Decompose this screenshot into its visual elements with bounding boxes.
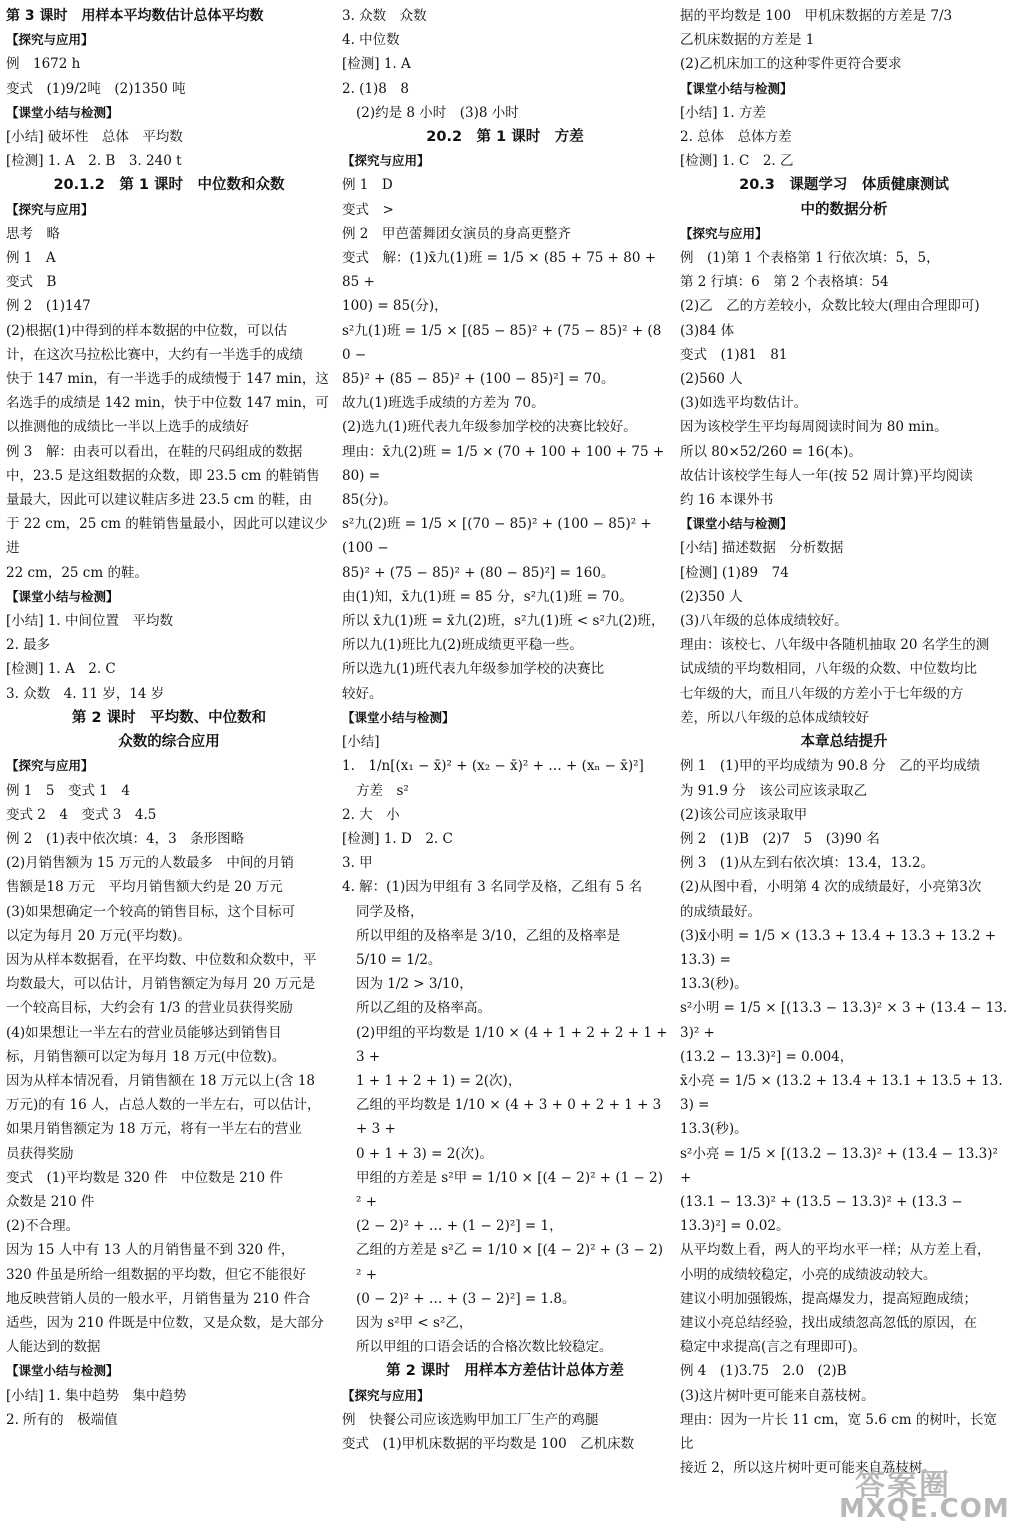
answer-line: 理由：该校七、八年级中各随机抽取 20 名学生的测 xyxy=(680,637,990,654)
answer-line: 如果月销售额定为 18 万元，将有一半左右的营业 xyxy=(6,1121,302,1138)
section-heading: 众数的综合应用 xyxy=(118,734,220,751)
answer-line: 地反映营销人员的一般水平，月销售量为 210 件合 xyxy=(6,1290,311,1307)
answer-line: [检测] 1. D 2. C xyxy=(342,830,453,847)
answer-line: 1. 1/n[(x₁ − x̄)² + (x₂ − x̄)² + … + (xₙ − x̄)²] xyxy=(342,758,644,775)
answer-line: 因为 1/2 > 3/10， xyxy=(356,976,473,993)
watermark-logo xyxy=(825,1460,1010,1530)
answer-line: 因为 s²甲 < s²乙， xyxy=(356,1314,473,1331)
answer-line: 例 2 (1)147 xyxy=(6,298,91,315)
answer-line: (2)月销售额为 15 万元的人数最多 中间的月销 xyxy=(6,855,294,872)
answer-line: 85)² + (85 − 85)² + (100 − 85)²] = 70。 xyxy=(342,371,615,388)
answer-line: 所以甲组的及格率是 3/10，乙组的及格率是 xyxy=(356,927,621,944)
answer-line: (3)这片树叶更可能来自荔枝树。 xyxy=(680,1387,875,1404)
answer-line: [检测] 1. A 2. B 3. 240 t xyxy=(6,153,182,170)
answer-line: 员获得奖励 xyxy=(6,1145,74,1162)
answer-line: (4)如果想让一半左右的营业员能够达到销售目 xyxy=(6,1024,282,1041)
answer-line: 接近 2，所以这片树叶更可能来自荔枝树。 xyxy=(680,1460,936,1477)
answer-line: 变式 解：(1)x̄九(1)班 = 1/5 × (85 + 75 + 80 + 85 + xyxy=(342,250,661,291)
answer-line: 例 快餐公司应该选购甲加工厂生产的鸡腿 xyxy=(342,1411,599,1428)
answer-line: 甲组的方差是 s²甲 = 1/10 × [(4 − 2)² + (1 − 2)² + xyxy=(356,1169,664,1210)
subsection-label: 【探究与应用】 xyxy=(342,1387,430,1403)
answer-line: 例 4 (1)3.75 2.0 (2)B xyxy=(680,1363,847,1380)
answer-line: 变式 > xyxy=(342,201,394,218)
answer-line: [检测] (1)89 74 xyxy=(680,564,789,581)
answer-line: 因为从样本数据看，在平均数、中位数和众数中，平 xyxy=(6,951,317,968)
answer-line: (2)甲组的平均数是 1/10 × (4 + 1 + 2 + 2 + 1 + 3 + xyxy=(356,1024,672,1065)
answer-line: (2)根据(1)中得到的样本数据的中位数，可以估 xyxy=(6,322,288,339)
subsection-label: 【课堂小结与检测】 xyxy=(680,80,793,96)
answer-line: (0 − 2)² + … + (3 − 2)²] = 1.8。 xyxy=(356,1290,576,1307)
answer-line: 理由：因为一片长 11 cm，宽 5.6 cm 的树叶，长宽比 xyxy=(680,1411,997,1452)
answer-line: 以推测他的成绩比一半以上选手的成绩好 xyxy=(6,419,249,436)
answer-line: 因为 15 人中有 13 人的月销售量不到 320 件， xyxy=(6,1242,295,1259)
answer-line: 例 1672 h xyxy=(6,56,81,73)
answer-line: s²九(1)班 = 1/5 × [(85 − 85)² + (75 − 85)² + (80 − xyxy=(342,322,662,363)
answer-line: 的成绩最好。 xyxy=(680,903,761,920)
answer-line: 较好。 xyxy=(342,685,383,702)
answer-line: 因为该校学生平均每周阅读时间为 80 min。 xyxy=(680,419,948,436)
answer-column-1 xyxy=(6,4,332,1432)
answer-line: 2. (1)8 8 xyxy=(342,80,409,97)
answer-line: s²九(2)班 = 1/5 × [(70 − 85)² + (100 − 85)² + (100 − xyxy=(342,516,657,557)
answer-line: 一个较高目标，大约会有 1/3 的营业员获得奖励 xyxy=(6,1000,293,1017)
answer-line: 5/10 = 1/2。 xyxy=(356,951,442,968)
answer-line: 方差 s² xyxy=(356,782,409,799)
answer-line: (2)乙 乙的方差较小，众数比较大(理由合理即可) xyxy=(680,298,980,315)
answer-line: (2)乙机床加工的这种零件更符合要求 xyxy=(680,56,902,73)
answer-line: 差，所以八年级的总体成绩较好 xyxy=(680,709,869,726)
answer-line: (2 − 2)² + … + (1 − 2)²] = 1， xyxy=(356,1218,563,1235)
answer-line: 故九(1)班选手成绩的方差为 70。 xyxy=(342,395,545,412)
section-heading: 20.1.2 第 1 课时 中位数和众数 xyxy=(53,177,285,194)
answer-line: 0 + 1 + 3) = 2(次)。 xyxy=(356,1145,493,1162)
section-heading: 第 2 课时 平均数、中位数和 xyxy=(71,709,267,726)
answer-column-3 xyxy=(680,4,1008,1480)
answer-line: 例 1 D xyxy=(342,177,393,194)
answer-line: (13.1 − 13.3)² + (13.5 − 13.3)² + (13.3 − xyxy=(680,1193,963,1210)
answer-line: 变式 B xyxy=(6,274,57,291)
answer-line: 由(1)知，x̄九(1)班 = 85 分，s²九(1)班 = 70。 xyxy=(342,588,633,605)
answer-line: (13.2 − 13.3)²] = 0.004， xyxy=(680,1048,854,1065)
answer-line: 小明的成绩较稳定，小亮的成绩波动较大。 xyxy=(680,1266,937,1283)
section-heading: 第 3 课时 用样本平均数估计总体平均数 xyxy=(6,8,264,24)
answer-line: 85)² + (75 − 85)² + (80 − 85)²] = 160。 xyxy=(342,564,615,581)
answer-line: s²小亮 = 1/5 × [(13.2 − 13.3)² + (13.4 − 13.3)² + xyxy=(680,1145,1003,1186)
answer-line: 中，23.5 是这组数据的众数，即 23.5 cm 的鞋销售 xyxy=(6,467,320,484)
answer-line: 思考 略 xyxy=(6,225,60,242)
subsection-label: 【课堂小结与检测】 xyxy=(6,588,119,604)
answer-line: 例 1 5 变式 1 4 xyxy=(6,782,130,799)
answer-line: 所以甲组的口语会话的合格次数比较稳定。 xyxy=(356,1339,613,1356)
answer-line: 乙组的方差是 s²乙 = 1/10 × [(4 − 2)² + (3 − 2)² + xyxy=(356,1242,664,1283)
answer-line: 3. 众数 众数 xyxy=(342,8,427,24)
answer-line: 22 cm，25 cm 的鞋。 xyxy=(6,564,148,581)
answer-line: 变式 (1)甲机床数据的平均数是 100 乙机床数 xyxy=(342,1435,635,1452)
answer-line: (2)选九(1)班代表九年级参加学校的决赛比较好。 xyxy=(342,419,637,436)
answer-line: 所以乙组的及格率高。 xyxy=(356,1000,491,1017)
answer-line: 320 件虽是所给一组数据的平均数，但它不能很好 xyxy=(6,1266,307,1283)
answer-line: 所以选九(1)班代表九年级参加学校的决赛比 xyxy=(342,661,605,678)
subsection-label: 【课堂小结与检测】 xyxy=(342,709,455,725)
answer-line: 所以 80×52/260 = 16(本)。 xyxy=(680,443,862,460)
answer-line: 量最大，因此可以建议鞋店多进 23.5 cm 的鞋，由 xyxy=(6,492,313,509)
answer-line: [小结] 1. 集中趋势 集中趋势 xyxy=(6,1387,187,1404)
answer-line: [检测] 1. A xyxy=(342,56,411,73)
answer-line: 变式 (1)平均数是 320 件 中位数是 210 件 xyxy=(6,1169,283,1186)
answer-line: (2)该公司应该录取甲 xyxy=(680,806,808,823)
answer-line: 例 1 (1)甲的平均成绩为 90.8 分 乙的平均成绩 xyxy=(680,758,981,775)
answer-line: 同学及格， xyxy=(356,903,424,920)
answer-line: 据的平均数是 100 甲机床数据的方差是 7/3 xyxy=(680,8,953,24)
answer-line: 13.3(秒)。 xyxy=(680,976,748,993)
section-heading: 20.3 课题学习 体质健康测试 xyxy=(739,177,949,194)
answer-line: 从平均数上看，两人的平均水平一样；从方差上看， xyxy=(680,1242,991,1259)
answer-line: 3. 甲 xyxy=(342,855,373,872)
answer-line: 适些，因为 210 件既是中位数，又是众数，是大部分 xyxy=(6,1314,324,1331)
answer-line: 例 2 (1)表中依次填：4，3 条形图略 xyxy=(6,830,245,847)
answer-line: 例 2 (1)B (2)7 5 (3)90 名 xyxy=(680,830,880,847)
answer-line: 100) = 85(分)， xyxy=(342,298,448,315)
answer-line: 所以九(1)班比九(2)班成绩更平稳一些。 xyxy=(342,637,583,654)
watermark-text: 答案圈 xyxy=(855,1468,951,1503)
watermark-domain: MXQE.COM xyxy=(839,1494,1010,1524)
answer-line: x̄小亮 = 1/5 × (13.2 + 13.4 + 13.1 + 13.5 + 13.3) = xyxy=(680,1072,1003,1114)
answer-line: 稳定中求提高(言之有理即可)。 xyxy=(680,1339,867,1356)
answer-line: (2)不合理。 xyxy=(6,1218,80,1235)
answer-line: 售额是18 万元 平均月销售额大约是 20 万元 xyxy=(6,879,283,896)
answer-line: s²小明 = 1/5 × [(13.3 − 13.3)² × 3 + (13.4 − 13.3)² + xyxy=(680,1000,1008,1041)
answer-line: 例 2 甲芭蕾舞团女演员的身高更整齐 xyxy=(342,225,571,242)
answer-line: 3. 众数 4. 11 岁，14 岁 xyxy=(6,685,165,702)
answer-line: (2)560 人 xyxy=(680,371,743,388)
answer-line: (3)如果想确定一个较高的销售目标，这个目标可 xyxy=(6,903,296,920)
answer-line: 理由：x̄九(2)班 = 1/5 × (70 + 100 + 100 + 75 + 80) = xyxy=(342,443,669,484)
answer-line: 快于 147 min，有一半选手的成绩慢于 147 min，这 xyxy=(6,371,329,388)
answer-line: 4. 解：(1)因为甲组有 3 名同学及格，乙组有 5 名 xyxy=(342,879,643,896)
answer-line: 均数最大，可以估计，月销售额定为每月 20 万元是 xyxy=(6,976,316,993)
answer-line: 变式 (1)9/2吨 (2)1350 吨 xyxy=(6,80,186,97)
answer-line: 85(分)。 xyxy=(342,492,397,509)
answer-line: (2)350 人 xyxy=(680,588,743,605)
subsection-label: 【探究与应用】 xyxy=(6,758,94,774)
section-heading: 第 2 课时 用样本方差估计总体方差 xyxy=(386,1363,624,1380)
answer-line: 变式 2 4 变式 3 4.5 xyxy=(6,806,157,823)
answer-line: 众数是 210 件 xyxy=(6,1193,95,1210)
answer-line: 13.3)²] = 0.02。 xyxy=(680,1218,790,1235)
answer-line: 变式 (1)81 81 xyxy=(680,346,788,363)
answer-line: 万元)的有 16 人，占总人数的一半左右，可以估计， xyxy=(6,1097,321,1114)
answer-line: 例 1 A xyxy=(6,250,56,267)
subsection-label: 【课堂小结与检测】 xyxy=(680,516,793,532)
answer-line: 例 3 (1)从左到右依次填：13.4，13.2。 xyxy=(680,855,935,872)
answer-line: [检测] 1. A 2. C xyxy=(6,661,116,678)
answer-line: 2. 总体 总体方差 xyxy=(680,129,792,146)
answer-line: 为 91.9 分 该公司应该录取乙 xyxy=(680,782,868,799)
subsection-label: 【课堂小结与检测】 xyxy=(6,104,119,120)
answer-line: [小结] 1. 方差 xyxy=(680,104,766,121)
answer-line: 计，在这次马拉松比赛中，大约有一半选手的成绩 xyxy=(6,346,303,363)
answer-line: 建议小明加强锻炼，提高爆发力，提高短跑成绩； xyxy=(680,1290,977,1307)
answer-line: 约 16 本课外书 xyxy=(680,492,774,509)
answer-line: (3)八年级的总体成绩较好。 xyxy=(680,613,848,630)
answer-line: 标，月销售额可以定为每月 18 万元(中位数)。 xyxy=(6,1048,286,1065)
answer-line: (2)约是 8 小时 (3)8 小时 xyxy=(356,104,519,121)
answer-line: [小结] xyxy=(342,734,380,751)
section-heading: 中的数据分析 xyxy=(800,201,888,218)
answer-line: 乙组的平均数是 1/10 × (4 + 3 + 0 + 2 + 1 + 3 + 3 + xyxy=(356,1097,666,1138)
answer-line: 七年级的大，而且八年级的方差小于七年级的方 xyxy=(680,685,964,702)
answer-line: [小结] 破坏性 总体 平均数 xyxy=(6,129,183,146)
answer-line: 1 + 1 + 2 + 1) = 2(次)， xyxy=(356,1072,522,1089)
answer-line: 所以 x̄九(1)班 = x̄九(2)班，s²九(1)班 < s²九(2)班， xyxy=(342,613,665,630)
subsection-label: 【探究与应用】 xyxy=(6,32,94,48)
section-heading: 20.2 第 1 课时 方差 xyxy=(426,129,584,146)
section-heading: 本章总结提升 xyxy=(800,734,888,751)
answer-line: 4. 中位数 xyxy=(342,32,400,49)
subsection-label: 【探究与应用】 xyxy=(680,225,768,241)
answer-line: 2. 大 小 xyxy=(342,806,400,823)
answer-line: 故估计该校学生每人一年(按 52 周计算)平均阅读 xyxy=(680,467,973,484)
answer-line: 因为从样本情况看，月销售额在 18 万元以上(含 18 xyxy=(6,1072,315,1089)
answer-line: (3)x̄小明 = 1/5 × (13.3 + 13.4 + 13.3 + 13.2 + 13.3) = xyxy=(680,927,1001,968)
answer-line: [小结] 1. 中间位置 平均数 xyxy=(6,613,173,630)
answer-line: (3)如选平均数估计。 xyxy=(680,395,808,412)
answer-line: 例 3 解：由表可以看出，在鞋的尺码组成的数据 xyxy=(6,443,303,460)
subsection-label: 【探究与应用】 xyxy=(342,153,430,169)
answer-line: 第 2 行填：6 第 2 个表格填：54 xyxy=(680,274,889,291)
answer-line: 乙机床数据的方差是 1 xyxy=(680,32,815,49)
answer-line: 2. 最多 xyxy=(6,637,51,654)
answer-line: 试成绩的平均数相同，八年级的众数、中位数均比 xyxy=(680,661,977,678)
subsection-label: 【课堂小结与检测】 xyxy=(6,1363,119,1379)
answer-line: 以定为每月 20 万元(平均数)。 xyxy=(6,927,191,944)
answer-line: 例 (1)第 1 个表格第 1 行依次填：5，5， xyxy=(680,250,940,267)
answer-line: 人能达到的数据 xyxy=(6,1339,101,1356)
answer-column-2 xyxy=(342,4,672,1456)
answer-line: 2. 所有的 极端值 xyxy=(6,1411,118,1428)
answer-line: 建议小亮总结经验，找出成绩忽高忽低的原因，在 xyxy=(680,1314,977,1331)
subsection-label: 【探究与应用】 xyxy=(6,201,94,217)
answer-line: 于 22 cm，25 cm 的鞋销售量最小，因此可以建议少进 xyxy=(6,516,328,557)
answer-line: (3)84 体 xyxy=(680,322,735,339)
answer-line: (2)从图中看，小明第 4 次的成绩最好，小亮第3次 xyxy=(680,879,982,896)
answer-line: [小结] 描述数据 分析数据 xyxy=(680,540,844,557)
answer-line: 名选手的成绩是 142 min，快于中位数 147 min，可 xyxy=(6,395,329,412)
answer-line: 13.3(秒)。 xyxy=(680,1121,748,1138)
answer-line: [检测] 1. C 2. 乙 xyxy=(680,153,794,170)
